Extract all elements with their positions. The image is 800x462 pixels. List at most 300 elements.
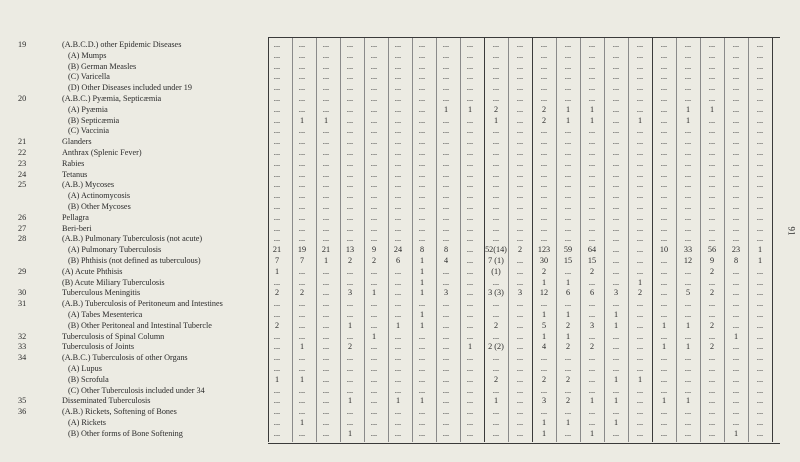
table-cell: ... [564,72,572,82]
table-cell: 2 [637,288,643,298]
table-cell: 1 [733,428,739,438]
table-cell: ... [442,148,450,157]
table-cell: 1 [493,115,499,125]
table-cell: ... [684,428,692,438]
table-cell: ... [684,158,692,168]
table-cell: ... [660,234,668,244]
table-cell: (1) [491,266,501,276]
table-cell: ... [370,72,378,82]
row-label: (A) Pulmonary Tuberculosis [68,245,162,255]
table-cell: ... [588,374,596,384]
table-cell: 1 [685,342,691,352]
table-cell: ... [273,169,281,179]
table-cell: ... [442,169,450,179]
table-cell: ... [492,223,500,233]
table-cell: ... [322,50,330,60]
table-cell: ... [708,40,716,49]
table-cell: 30 [539,256,549,265]
table-cell: ... [394,137,402,147]
table-cell: ... [418,234,426,244]
table-cell: ... [492,364,500,373]
table-cell: ... [540,83,548,93]
table-cell: ... [636,223,644,233]
table-cell: 1 [565,310,571,319]
table-cell: ... [660,418,668,427]
row-label: Tuberculosis of Joints [62,342,135,352]
table-cell: ... [370,396,378,406]
table-cell: ... [636,407,644,417]
table-row [0,429,800,439]
table-cell: ... [273,202,281,211]
table-cell: ... [442,126,450,136]
row-label: (A) Acute Phthisis [62,266,123,276]
table-cell: ... [516,407,524,417]
row-label: (A) Mumps [68,50,107,60]
table-cell: ... [273,72,281,82]
table-cell: ... [708,299,716,309]
table-cell: ... [516,191,524,201]
table-cell: ... [442,407,450,417]
table-cell: 3 [541,396,547,406]
table-cell: 2 [565,342,571,352]
table-cell: ... [466,234,474,244]
table-cell: ... [346,126,354,136]
table-cell: ... [540,50,548,60]
row-label: (B) Scrofula [68,374,109,384]
table-cell: ... [394,277,402,287]
table-cell: ... [684,385,692,395]
table-cell: ... [684,299,692,309]
table-cell: 1 [274,374,280,384]
table-cell: ... [732,277,740,287]
table-cell: ... [756,115,764,125]
table-cell: ... [516,234,524,244]
table-cell: ... [660,137,668,147]
table-cell: 7 [299,256,305,265]
table-cell: ... [273,126,281,136]
table-cell: ... [370,115,378,125]
table-cell: ... [322,374,330,384]
table-cell: ... [684,277,692,287]
table-cell: ... [466,331,474,341]
table-cell: ... [298,148,306,157]
table-cell: ... [346,158,354,168]
table-cell: 2 [347,256,353,265]
table-cell: 2 [347,342,353,352]
table-cell: ... [564,50,572,60]
table-cell: ... [708,148,716,157]
table-cell: ... [588,299,596,309]
table-cell: ... [298,104,306,114]
table-cell: ... [322,158,330,168]
table-cell: ... [756,61,764,71]
table-cell: ... [732,61,740,71]
table-cell: ... [394,40,402,49]
table-cell: 1 [371,288,377,298]
table-cell: ... [442,72,450,82]
table-cell: ... [732,396,740,406]
table-cell: ... [492,331,500,341]
table-cell: ... [322,180,330,190]
table-cell: ... [516,385,524,395]
table-cell: ... [370,61,378,71]
table-cell: ... [756,310,764,319]
table-cell: ... [322,83,330,93]
table-cell: ... [273,104,281,114]
table-cell: ... [684,72,692,82]
row-label: Beri-beri [62,223,92,233]
table-cell: ... [756,428,764,438]
table-cell: ... [564,234,572,244]
table-cell: ... [588,72,596,82]
table-cell: 9 [709,256,715,265]
table-cell: ... [322,137,330,147]
table-cell: ... [540,94,548,103]
table-cell: ... [636,299,644,309]
table-cell: ... [394,353,402,363]
table-cell: ... [322,202,330,211]
table-cell: ... [636,94,644,103]
table-cell: ... [346,50,354,60]
table-cell: ... [756,212,764,222]
table-row [0,278,800,288]
table-cell: ... [466,180,474,190]
table-cell: 1 [541,310,547,319]
table-cell: ... [492,137,500,147]
table-cell: ... [346,40,354,49]
table-cell: ... [466,191,474,201]
table-cell: ... [418,50,426,60]
table-cell: ... [298,83,306,93]
table-cell: ... [442,364,450,373]
table-cell: ... [273,40,281,49]
table-row [0,375,800,385]
table-cell: 1 [395,320,401,330]
table-cell: ... [273,223,281,233]
table-cell: ... [708,169,716,179]
table-cell: ... [466,407,474,417]
table-cell: ... [684,234,692,244]
table-cell: ... [442,94,450,103]
table-cell: ... [394,158,402,168]
table-cell: ... [564,40,572,49]
table-cell: ... [322,94,330,103]
table-cell: ... [370,428,378,438]
table-cell: ... [612,223,620,233]
table-cell: ... [708,385,716,395]
table-cell: ... [492,418,500,427]
table-cell: ... [322,428,330,438]
table-cell: ... [540,299,548,309]
table-cell: ... [370,137,378,147]
table-cell: ... [684,126,692,136]
table-cell: ... [346,364,354,373]
table-cell: ... [636,245,644,255]
table-cell: ... [346,72,354,82]
table-cell: ... [636,428,644,438]
table-row [0,321,800,331]
table-cell: ... [540,212,548,222]
table-cell: ... [612,277,620,287]
table-cell: ... [298,191,306,201]
table-cell: ... [660,223,668,233]
table-cell: ... [346,191,354,201]
row-label: (B) Other forms of Bone Softening [68,428,183,438]
table-cell: ... [322,299,330,309]
table-cell: 21 [321,245,331,255]
table-cell: 2 [493,104,499,114]
table-cell: ... [612,148,620,157]
table-cell: ... [466,148,474,157]
table-cell: ... [346,266,354,276]
row-label: (B) Other Mycoses [68,202,131,211]
table-cell: ... [322,169,330,179]
table-cell: 3 [443,288,449,298]
table-cell: ... [636,137,644,147]
table-row [0,342,800,352]
table-cell: ... [418,342,426,352]
table-cell: ... [612,72,620,82]
table-cell: ... [298,212,306,222]
table-cell: ... [346,277,354,287]
table-cell: ... [492,299,500,309]
table-cell: ... [636,310,644,319]
table-row [0,40,800,50]
table-cell: ... [708,277,716,287]
table-cell: ... [612,40,620,49]
table-cell: 1 [443,104,449,114]
table-cell: ... [732,288,740,298]
table-cell: ... [466,256,474,265]
table-cell: ... [492,234,500,244]
table-cell: ... [660,148,668,157]
table-cell: ... [322,61,330,71]
table-cell: ... [684,169,692,179]
table-cell: ... [636,50,644,60]
table-cell: ... [466,299,474,309]
table-cell: ... [660,61,668,71]
table-cell: ... [492,191,500,201]
table-cell: ... [756,104,764,114]
table-cell: ... [708,374,716,384]
table-cell: ... [466,72,474,82]
table-cell: 1 [661,320,667,330]
row-label: Glanders [62,137,92,147]
table-cell: ... [492,385,500,395]
row-number: 23 [18,158,27,168]
table-cell: ... [442,396,450,406]
table-cell: ... [466,94,474,103]
table-cell: ... [732,310,740,319]
table-cell: ... [612,83,620,93]
table-cell: ... [516,223,524,233]
table-cell: ... [660,158,668,168]
table-cell: ... [660,428,668,438]
table-cell: ... [564,126,572,136]
table-cell: ... [370,223,378,233]
table-cell: ... [612,299,620,309]
table-cell: ... [394,50,402,60]
table-cell: ... [273,137,281,147]
table-cell: 1 [565,331,571,341]
table-cell: ... [492,169,500,179]
row-label: (D) Other Diseases included under 19 [68,83,192,93]
table-cell: 12 [683,256,693,265]
table-row [0,224,800,234]
table-cell: ... [418,72,426,82]
table-cell: ... [370,374,378,384]
table-cell: ... [466,115,474,125]
table-cell: ... [466,245,474,255]
table-row [0,83,800,93]
table-cell: ... [636,202,644,211]
table-cell: ... [660,202,668,211]
table-cell: ... [612,191,620,201]
table-cell: ... [564,61,572,71]
table-cell: ... [588,94,596,103]
table-cell: ... [756,137,764,147]
table-cell: ... [346,331,354,341]
row-number: 25 [18,180,27,190]
table-cell: ... [732,342,740,352]
table-cell: 15 [587,256,597,265]
table-cell: ... [370,158,378,168]
table-cell: ... [394,374,402,384]
row-label: Pellagra [62,212,89,222]
table-cell: ... [732,72,740,82]
table-cell: ... [346,115,354,125]
row-number: 27 [18,223,27,233]
table-row [0,94,800,104]
table-cell: ... [346,61,354,71]
table-cell: ... [322,418,330,427]
table-cell: ... [492,310,500,319]
table-cell: ... [516,342,524,352]
table-cell: ... [756,83,764,93]
table-cell: ... [370,320,378,330]
table-cell: ... [516,396,524,406]
table-cell: 1 [347,320,353,330]
table-cell: ... [636,320,644,330]
table-cell: ... [273,94,281,103]
table-cell: ... [322,223,330,233]
table-cell: ... [442,40,450,49]
table-cell: 3 [613,288,619,298]
table-cell: ... [442,234,450,244]
table-cell: ... [442,180,450,190]
table-cell: 2 [541,266,547,276]
table-cell: ... [370,104,378,114]
table-cell: ... [636,191,644,201]
table-cell: ... [540,202,548,211]
table-cell: ... [442,277,450,287]
table-rule [268,37,780,38]
page-number: 91 [786,226,797,236]
table-cell: 23 [731,245,741,255]
table-cell: ... [660,72,668,82]
table-cell: ... [394,126,402,136]
table-cell: ... [346,137,354,147]
table-cell: ... [273,331,281,341]
table-cell: ... [273,407,281,417]
table-cell: 7 [274,256,280,265]
table-cell: ... [564,191,572,201]
row-label: Anthrax (Splenic Fever) [62,148,142,157]
table-cell: ... [684,212,692,222]
table-cell: ... [708,234,716,244]
table-cell: 1 [685,115,691,125]
table-cell: 1 [637,374,643,384]
table-cell: 3 [589,320,595,330]
table-cell: ... [636,126,644,136]
table-cell: ... [540,137,548,147]
table-cell: ... [394,148,402,157]
table-cell: 1 [323,115,329,125]
table-cell: ... [516,428,524,438]
table-cell: ... [273,191,281,201]
table-cell: ... [418,212,426,222]
table-cell: ... [466,320,474,330]
table-cell: 2 [589,342,595,352]
table-cell: ... [732,202,740,211]
table-cell: ... [612,245,620,255]
table-cell: 1 [637,115,643,125]
table-cell: ... [418,148,426,157]
table-cell: ... [756,320,764,330]
table-row [0,353,800,363]
table-cell: ... [346,385,354,395]
table-cell: ... [322,385,330,395]
table-cell: ... [660,385,668,395]
table-cell: ... [660,331,668,341]
table-cell: ... [370,342,378,352]
row-number: 36 [18,407,27,417]
table-cell: ... [346,353,354,363]
table-cell: 1 [347,428,353,438]
table-cell: 2 [493,374,499,384]
table-cell: ... [564,266,572,276]
table-cell: ... [540,385,548,395]
table-cell: ... [612,364,620,373]
table-cell: ... [418,137,426,147]
table-row [0,386,800,396]
table-cell: ... [612,158,620,168]
table-cell: ... [394,72,402,82]
table-cell: ... [732,169,740,179]
table-cell: ... [660,212,668,222]
table-cell: ... [466,83,474,93]
table-cell: 1 [757,245,763,255]
table-cell: ... [684,83,692,93]
table-row [0,51,800,61]
table-cell: ... [588,223,596,233]
table-cell: ... [298,277,306,287]
row-number: 30 [18,288,27,298]
table-cell: ... [636,385,644,395]
table-cell: ... [708,158,716,168]
table-cell: ... [756,374,764,384]
table-cell: ... [298,353,306,363]
table-cell: ... [370,364,378,373]
table-cell: ... [322,407,330,417]
table-cell: ... [346,169,354,179]
table-cell: ... [636,266,644,276]
table-cell: ... [492,61,500,71]
table-cell: 6 [589,288,595,298]
table-cell: ... [273,353,281,363]
table-cell: ... [418,364,426,373]
table-cell: ... [370,385,378,395]
